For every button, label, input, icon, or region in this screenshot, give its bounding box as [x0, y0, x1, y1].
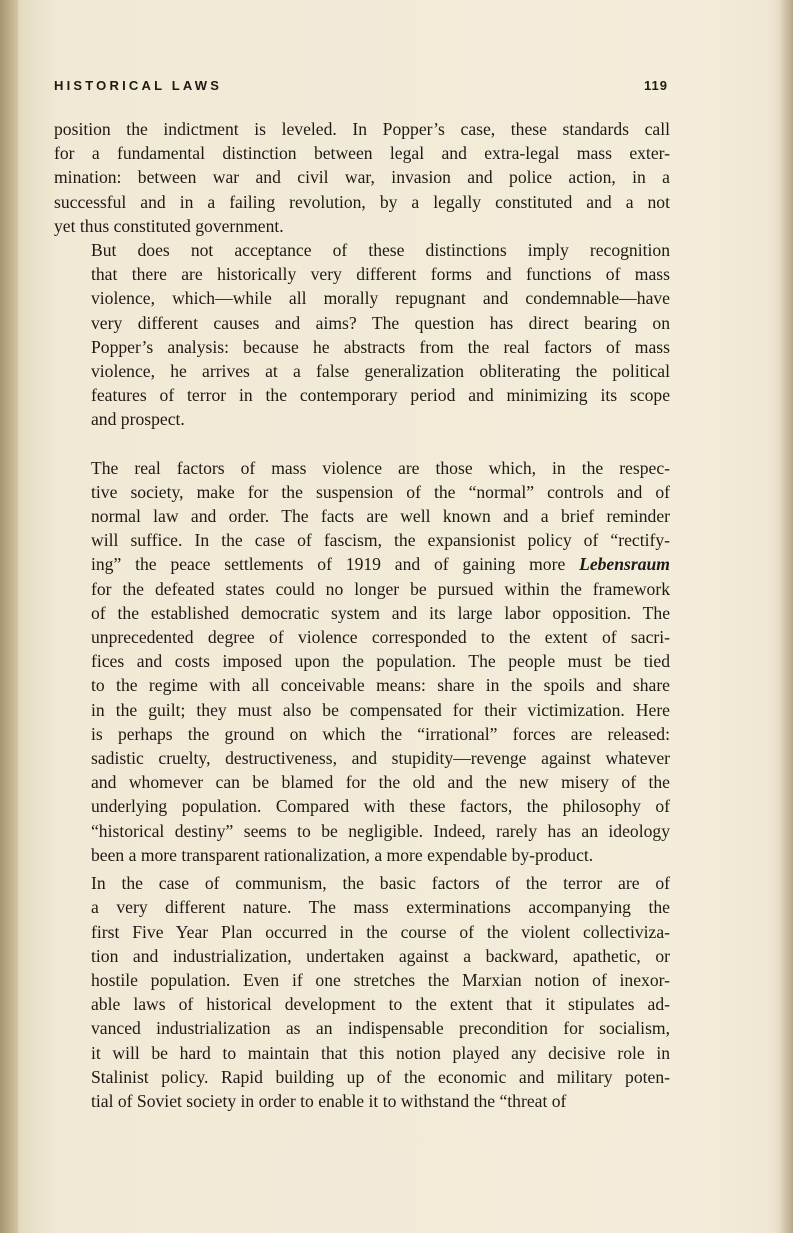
paragraph: [54, 117, 670, 238]
text-line: vanced industrialization as an indispensable precondition for socialism,: [91, 1018, 670, 1039]
binding-gutter-shadow: [0, 0, 18, 1233]
running-head: [54, 78, 668, 100]
text-line: Stalinist policy. Rapid building up of the economic and military poten-: [91, 1066, 670, 1087]
page-number: 119: [644, 78, 668, 93]
paragraph: [54, 871, 670, 1113]
paragraph: [54, 456, 670, 867]
text-line: fices and costs imposed upon the population. The people must be tied: [91, 651, 670, 672]
text-line: The real factors of mass violence are those which, in the respec-: [91, 457, 670, 478]
text-line: and whomever can be blamed for the old and the new misery of the: [91, 772, 670, 793]
italic-term: Lebensraum: [579, 554, 670, 575]
text-line: that there are historically very different forms and functions of mass: [91, 264, 670, 285]
text-line: tion and industrialization, undertaken against a backward, apathetic, or: [91, 945, 670, 966]
text-line: a very different nature. The mass exterminations accompanying the: [91, 897, 670, 918]
text-line: for the defeated states could no longer be pursued within the framework: [91, 578, 670, 599]
text-line: violence, he arrives at a false generalization obliterating the political: [91, 361, 670, 382]
text-line: violence, which—while all morally repugnant and condemnable—have: [91, 288, 670, 309]
text-line: ing” the peace settlements of 1919 and of gaining more Lebensraum: [91, 554, 670, 575]
text-line: it will be hard to maintain that this notion played any decisive role in: [91, 1042, 670, 1063]
text-line: sadistic cruelty, destructiveness, and stupidity—revenge against whatever: [91, 748, 670, 769]
body-text: [54, 117, 670, 1113]
text-line: in the guilt; they must also be compensated for their victimization. Here: [91, 699, 670, 720]
text-line: hostile population. Even if one stretches the Marxian notion of inexor-: [91, 969, 670, 990]
running-head-title: HISTORICAL LAWS: [54, 78, 223, 93]
text-line: But does not acceptance of these distinctions imply recognition: [91, 240, 670, 261]
text-line: yet thus constituted government.: [54, 215, 284, 236]
text-line: very different causes and aims? The question has direct bearing on: [91, 312, 670, 333]
text-line: and prospect.: [91, 409, 185, 430]
paragraph: [54, 238, 670, 432]
text-line: unprecedented degree of violence corresponded to the extent of sacri-: [91, 627, 670, 648]
text-line: for a fundamental distinction between legal and extra-legal mass exter-: [54, 143, 670, 164]
text-line: features of terror in the contemporary period and minimizing its scope: [91, 385, 670, 406]
text-line: of the established democratic system and its large labor opposition. The: [91, 602, 670, 623]
text-line: tial of Soviet society in order to enable it to withstand the “threat of: [91, 1090, 567, 1111]
text-line: to the regime with all conceivable means: share in the spoils and share: [91, 675, 670, 696]
page-edge-shadow: [779, 0, 793, 1233]
text-line: tive society, make for the suspension of the “normal” controls and of: [91, 481, 670, 502]
text-line: will suffice. In the case of fascism, the expansionist policy of “rectify-: [91, 530, 670, 551]
text-line: normal law and order. The facts are well known and a brief reminder: [91, 506, 670, 527]
text-line: position the indictment is leveled. In Popper’s case, these standards call: [54, 119, 670, 139]
text-line: first Five Year Plan occurred in the course of the violent collectiviza-: [91, 921, 670, 942]
text-line: In the case of communism, the basic factors of the terror are of: [91, 873, 670, 894]
text-line: successful and in a failing revolution, by a legally constituted and a not: [54, 191, 670, 212]
text-line: is perhaps the ground on which the “irrational” forces are released:: [91, 723, 670, 744]
text-line: able laws of historical development to the extent that it stipulates ad-: [91, 994, 670, 1015]
text-line: been a more transparent rationalization, a more expendable by-product.: [91, 844, 594, 865]
text-line: Popper’s analysis: because he abstracts from the real factors of mass: [91, 336, 670, 357]
text-line: underlying population. Compared with these factors, the philosophy of: [91, 796, 670, 817]
text-line: mination: between war and civil war, invasion and police action, in a: [54, 167, 670, 188]
text-line: “historical destiny” seems to be negligible. Indeed, rarely has an ideology: [91, 820, 670, 841]
